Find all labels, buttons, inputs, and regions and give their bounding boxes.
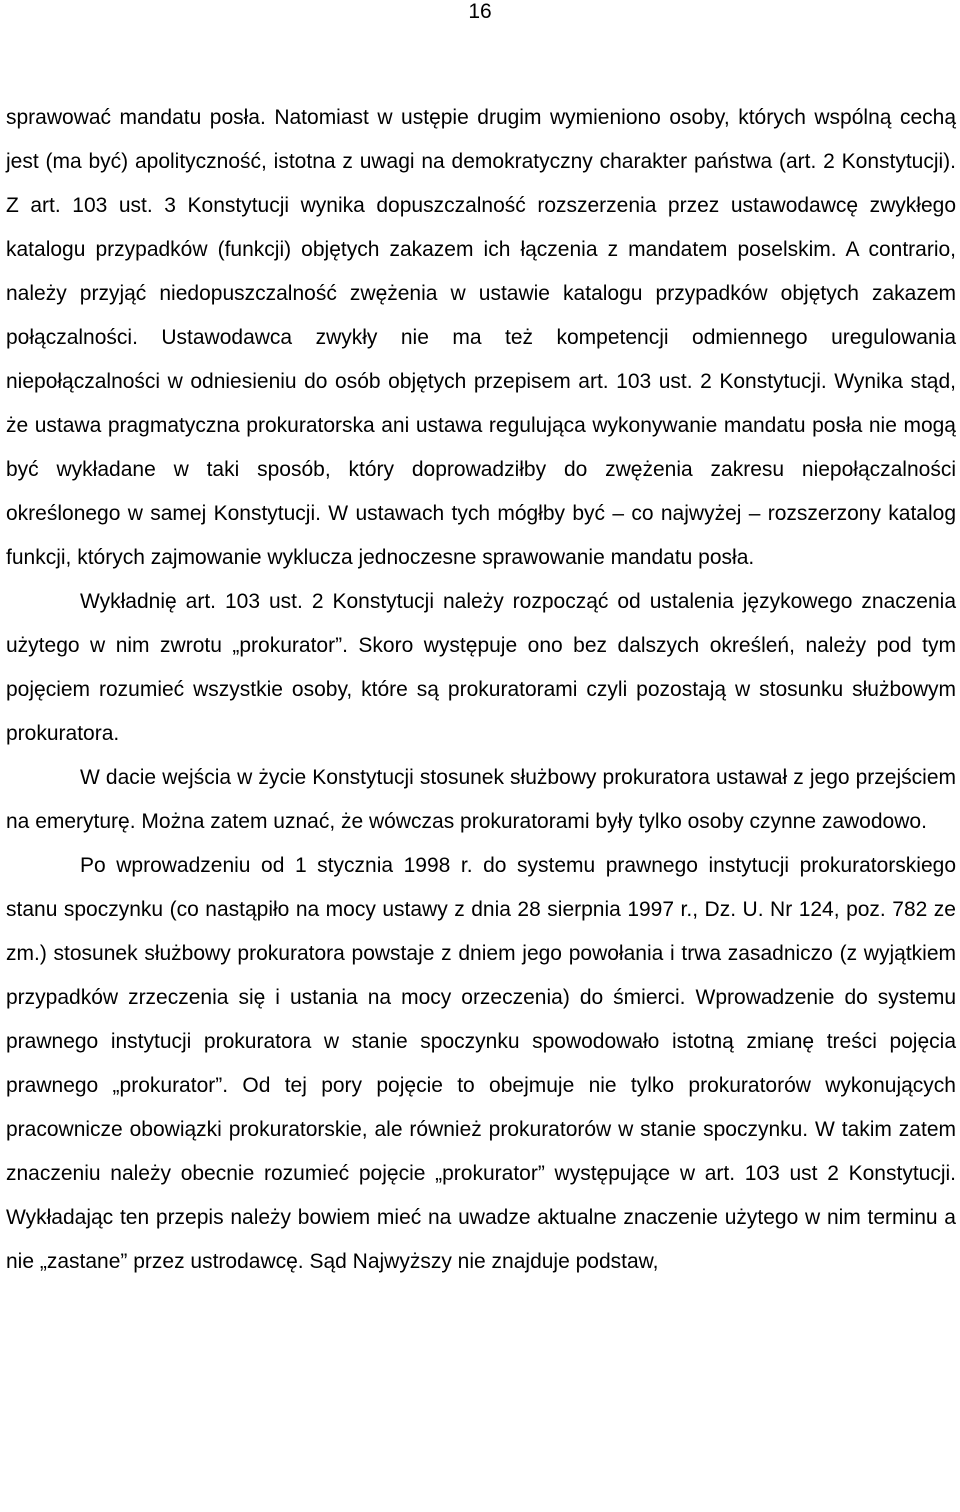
paragraph-4: Po wprowadzeniu od 1 stycznia 1998 r. do systemu prawnego instytucji prokuratorskiego stanu spoczynku (co nastąpiło na mocy ustawy z dnia 28 sierpnia 1997 r., Dz. U. Nr 124, poz. 782 ze zm.) stosunek służbowy prokuratora powstaje z dniem jego powołania i trwa zasadniczo (z wyjątkiem przypadków zrzeczenia się i ustania na mocy orzeczenia) do śmierci. Wprowadzenie do systemu prawnego instytucji prokuratora w stanie spoczynku spowodowało istotną zmianę treści pojęcia prawnego „prokurator”. Od tej pory pojęcie to obejmuje nie tylko prokuratorów wykonujących pracownicze obowiązki prokuratorskie, ale również prokuratorów w stanie spoczynku. W takim zatem znaczeniu należy obecnie rozumieć pojęcie „prokurator” występujące w art. 103 ust 2 Konstytucji. Wykładając ten przepis należy bowiem mieć na uwadze aktualne znaczenie użytego w nim terminu a nie „zastane” przez ustrodawcę. Sąd Najwyższy nie znajduje podstaw, (6, 854, 956, 1273)
document-body (6, 96, 956, 1284)
paragraph-3: W dacie wejścia w życie Konstytucji stosunek służbowy prokuratora ustawał z jego przejściem na emeryturę. Można zatem uznać, że wówczas prokuratorami były tylko osoby czynne zawodowo. (6, 766, 956, 833)
paragraph-1: sprawować mandatu posła. Natomiast w ustępie drugim wymieniono osoby, których wspólną cechą jest (ma być) apolityczność, istotna z uwagi na demokratyczny charakter państwa (art. 2 Konstytucji). Z art. 103 ust. 3 Konstytucji wynika dopuszczalność rozszerzenia przez ustawodawcę zwykłego katalogu przypadków (funkcji) objętych zakazem ich łączenia z mandatem poselskim. A contrario, należy przyjąć niedopuszczalność zwężenia w ustawie katalogu przypadków objętych zakazem połączalności. Ustawodawca zwykły nie ma też kompetencji odmiennego uregulowania niepołączalności w odniesieniu do osób objętych przepisem art. 103 ust. 2 Konstytucji. Wynika stąd, że ustawa pragmatyczna prokuratorska ani ustawa regulująca wykonywanie mandatu posła nie mogą być wykładane w taki sposób, który doprowadziłby do zwężenia zakresu niepołączalności określonego w samej Konstytucji. W ustawach tych mógłby być – co najwyżej – rozszerzony katalog funkcji, których zajmowanie wyklucza jednoczesne sprawowanie mandatu posła. (6, 106, 956, 569)
page-number: 16 (468, 0, 492, 23)
paragraph-2: Wykładnię art. 103 ust. 2 Konstytucji należy rozpocząć od ustalenia językowego znaczenia użytego w nim zwrotu „prokurator”. Skoro występuje ono bez dalszych określeń, należy pod tym pojęciem rozumieć wszystkie osoby, które są prokuratorami czyli pozostają w stosunku służbowym prokuratora. (6, 590, 956, 745)
